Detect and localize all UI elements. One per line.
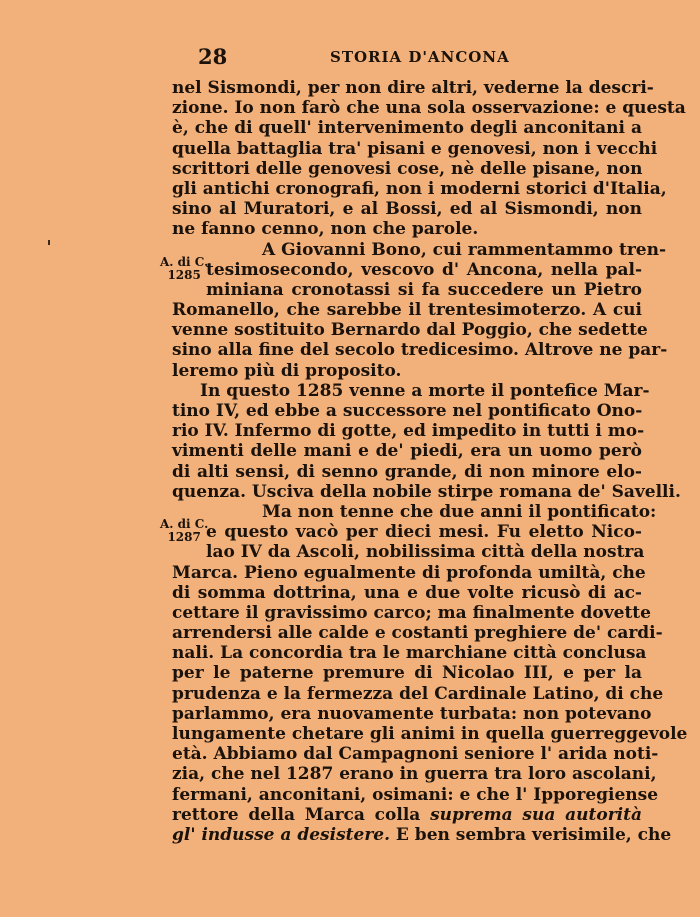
text-line: arrendersi alle calde e costanti preghiere de' cardi- (172, 623, 663, 644)
text-line: per le paterne premure di Nicolao III, e per la (172, 663, 642, 684)
text-line: parlammo, era nuovamente turbata: non potevano (172, 703, 652, 724)
text-line: quenza. Usciva della nobile stirpe romana de' Savelli. (172, 481, 681, 502)
text-line: sino al Muratori, e al Bossi, ed al Sismondi, non (172, 199, 642, 220)
page-number: 28 (198, 44, 228, 69)
text-line: leremo più di proposito. (172, 360, 402, 381)
text-line: quella battaglia tra' pisani e genovesi, non i vecchi (172, 138, 658, 159)
text-line: vimenti delle mani e de' piedi, era un uomo però (172, 441, 642, 462)
text-line: zia, che nel 1287 erano in guerra tra loro ascolani, (172, 764, 657, 785)
body-text (172, 78, 688, 845)
text-line: nel Sismondi, per non dire altri, vederne la descri- (172, 78, 654, 98)
text-line: zione. Io non farò che una sola osservazione: e questa (172, 98, 686, 119)
text-line: fermani, anconitani, osimani: e che l' Ipporegiense (172, 784, 659, 805)
text-line: Romanello, che sarebbe il trentesimoterzo. A cui (172, 300, 642, 321)
text-line: cettare il gravissimo carco; ma finalmente dovette (172, 602, 651, 623)
margin-note-label: A. di C. (160, 255, 209, 269)
margin-note-year: 1287 (167, 530, 201, 544)
text-line: In questo 1285 venne a morte il pontefice Mar- (200, 380, 650, 401)
margin-note-year: 1285 (167, 268, 201, 282)
text-line: tino IV, ed ebbe a successore nel pontificato Ono- (172, 401, 643, 421)
text-line: lungamente chetare gli animi in quella guerreggevole (172, 724, 688, 744)
text-line: sino alla fine del secolo tredicesimo. Altrove ne par- (172, 340, 668, 361)
text-line: Marca. Pieno egualmente di profonda umiltà, che (172, 562, 646, 583)
text-line: miniana cronotassi si fa succedere un Pietro (206, 279, 642, 300)
text-line: scrittori delle genovesi cose, nè delle pisane, non (172, 158, 643, 179)
text-line: nali. La concordia tra le marchiane città conclusa (172, 643, 647, 664)
margin-note-label: A. di C. (160, 517, 209, 531)
text-run: rettore della Marca colla (172, 804, 421, 825)
margin-speck (48, 240, 50, 245)
text-line: è, che di quell' intervenimento degli anconitani a (172, 118, 642, 139)
text-line: lao IV da Ascoli, nobilissima città della nostra (206, 542, 645, 563)
running-title: STORIA D'ANCONA (330, 48, 510, 66)
text-line: di alti sensi, di senno grande, di non minore elo- (172, 461, 642, 482)
text-line: di somma dottrina, una e due volte ricusò di ac- (172, 582, 642, 603)
italic-phrase: suprema sua autorità (430, 804, 642, 825)
text-line: gli antichi cronografi, non i moderni storici d'Italia, (172, 178, 667, 199)
text-line (172, 824, 672, 845)
italic-phrase: gl' indusse a desistere. (172, 824, 391, 845)
text-line (172, 805, 642, 825)
text-run: E ben sembra verisimile, che (390, 824, 672, 845)
text-line: età. Abbiamo dal Campagnoni seniore l' arida noti- (172, 744, 659, 765)
text-line: Ma non tenne che due anni il pontificato: (262, 501, 657, 522)
text-line: e questo vacò per dieci mesi. Fu eletto Nico- (206, 522, 642, 543)
text-line: ne fanno cenno, non che parole. (172, 219, 479, 240)
page-header (0, 42, 700, 72)
text-line: A Giovanni Bono, cui rammentammo tren- (262, 239, 667, 260)
text-line: tesimosecondo, vescovo d' Ancona, nella pal- (206, 259, 642, 280)
text-line: venne sostituito Bernardo dal Poggio, che sedette (172, 320, 648, 341)
text-line: prudenza e la fermezza del Cardinale Latino, di che (172, 683, 664, 704)
text-line: rio IV. Infermo di gotte, ed impedito in tutti i mo- (172, 421, 645, 442)
